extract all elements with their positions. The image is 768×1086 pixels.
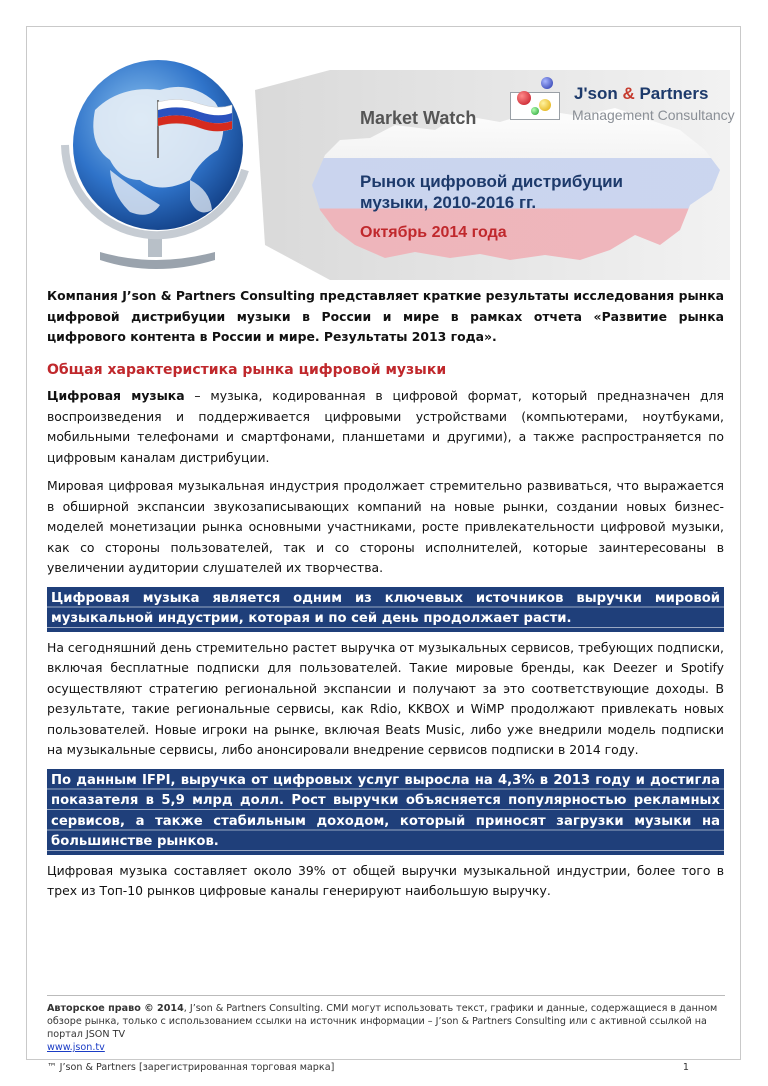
footer-copyright (47, 1002, 725, 1041)
brand-name (574, 84, 708, 104)
footer-divider (47, 995, 725, 996)
intro-paragraph: Компания J’son & Partners Consulting представляет краткие результаты исследования рынка цифровой дистрибуции музыки в России и мире в рамках отчета «Развитие рынка цифрового контента в России и мире. Результаты 2013 года». (47, 288, 724, 344)
report-title: Рынок цифровой дистрибуции музыки, 2010-2016 гг. (360, 172, 624, 212)
logo-frame (510, 92, 560, 120)
article-body (47, 286, 724, 910)
report-date: Октябрь 2014 года (360, 224, 507, 241)
copyright-text: , J’son & Partners Consulting. СМИ могут использовать текст, графики и данные, содержащиеся в данном обзоре рынка, только с использованием ссылки на источник информации – J’son & Partners Consulting или с активной ссылкой на портал JSON TV (47, 1003, 718, 1040)
section-heading: Общая характеристика рынка цифровой музыки (47, 361, 447, 378)
paragraph-subscriptions: На сегодняшний день стремительно растет выручка от музыкальных сервисов, требующих подписки, включая бесплатные подписки для пользователей. Такие мировые бренды, как Deezer и Spotify осуществляют стратегию региональной экспансии и получают за это соответствующие доходы. В результате, такие региональные сервисы, как Rdio, KKBOX и WiMP продолжают привлекать новых пользователей. Новые игроки на рынке, включая Beats Music, либо уже внедрили модель подписки на музыкальные сервисы, либо анонсировали внедрение сервисов подписки в 2014 году. (47, 639, 724, 757)
header-banner (40, 30, 740, 280)
market-watch-label: Market Watch (360, 108, 477, 128)
definition-text: – музыка, кодированная в цифровой формат, который предназначен для воспроизведения и поддерживается цифровыми устройствами (компьютерами, ноутбуками, мобильными телефонами и смартфонами, планшетами и другими), а также распространяется по цифровым каналам дистрибуции. (47, 388, 724, 465)
brand-name-left: J'son (574, 84, 623, 103)
russia-map-globe-illustration (40, 30, 740, 280)
copyright-label: Авторское право © 2014 (47, 1003, 184, 1014)
callout-ifpi-data: По данным IFPI, выручка от цифровых услуг выросла на 4,3% в 2013 году и достигла показателя в 5,9 млрд долл. Рост выручки объясняется популярностью рекламных сервисов, а также стабильным доходом, который приносят загрузки музыки на большинстве рынков. (47, 769, 724, 855)
paragraph-definition (47, 386, 724, 468)
company-logo (510, 70, 768, 130)
brand-ampersand: & (622, 84, 635, 103)
brand-subtitle: Management Consultancy (572, 107, 735, 123)
trademark-note: ™ J’son & Partners [зарегистрированная торговая марка] (47, 1062, 335, 1073)
page-number: 1 (682, 1062, 689, 1073)
callout-key-source: Цифровая музыка является одним из ключевых источников выручки мировой музыкальной индустрии, которая и по сей день продолжает расти. (47, 587, 724, 632)
paragraph-share: Цифровая музыка составляет около 39% от общей выручки музыкальной индустрии, более того в трех из Топ-10 рынков цифровые каналы генерируют наибольшую выручку. (47, 862, 724, 898)
term-digital-music: Цифровая музыка (47, 388, 185, 403)
json-tv-link[interactable]: www.json.tv (47, 1042, 105, 1053)
paragraph-industry: Мировая цифровая музыкальная индустрия продолжает стремительно развиваться, что выражается в обширной экспансии звукозаписывающих компаний на новые рынки, создании новых бизнес-моделей монетизации рынка основными участниками, росте привлекательности цифровой музыки, как со стороны пользователей, так и со стороны исполнителей, которые заинтересованы в увеличении аудитории слушателей их творчества. (47, 478, 724, 575)
brand-name-right: Partners (634, 84, 709, 103)
logo-dot-blue (541, 77, 553, 89)
logo-dot-green (531, 107, 539, 115)
logo-dot-yellow (539, 99, 551, 111)
page-footer (47, 995, 725, 1074)
logo-dot-red (517, 91, 531, 105)
